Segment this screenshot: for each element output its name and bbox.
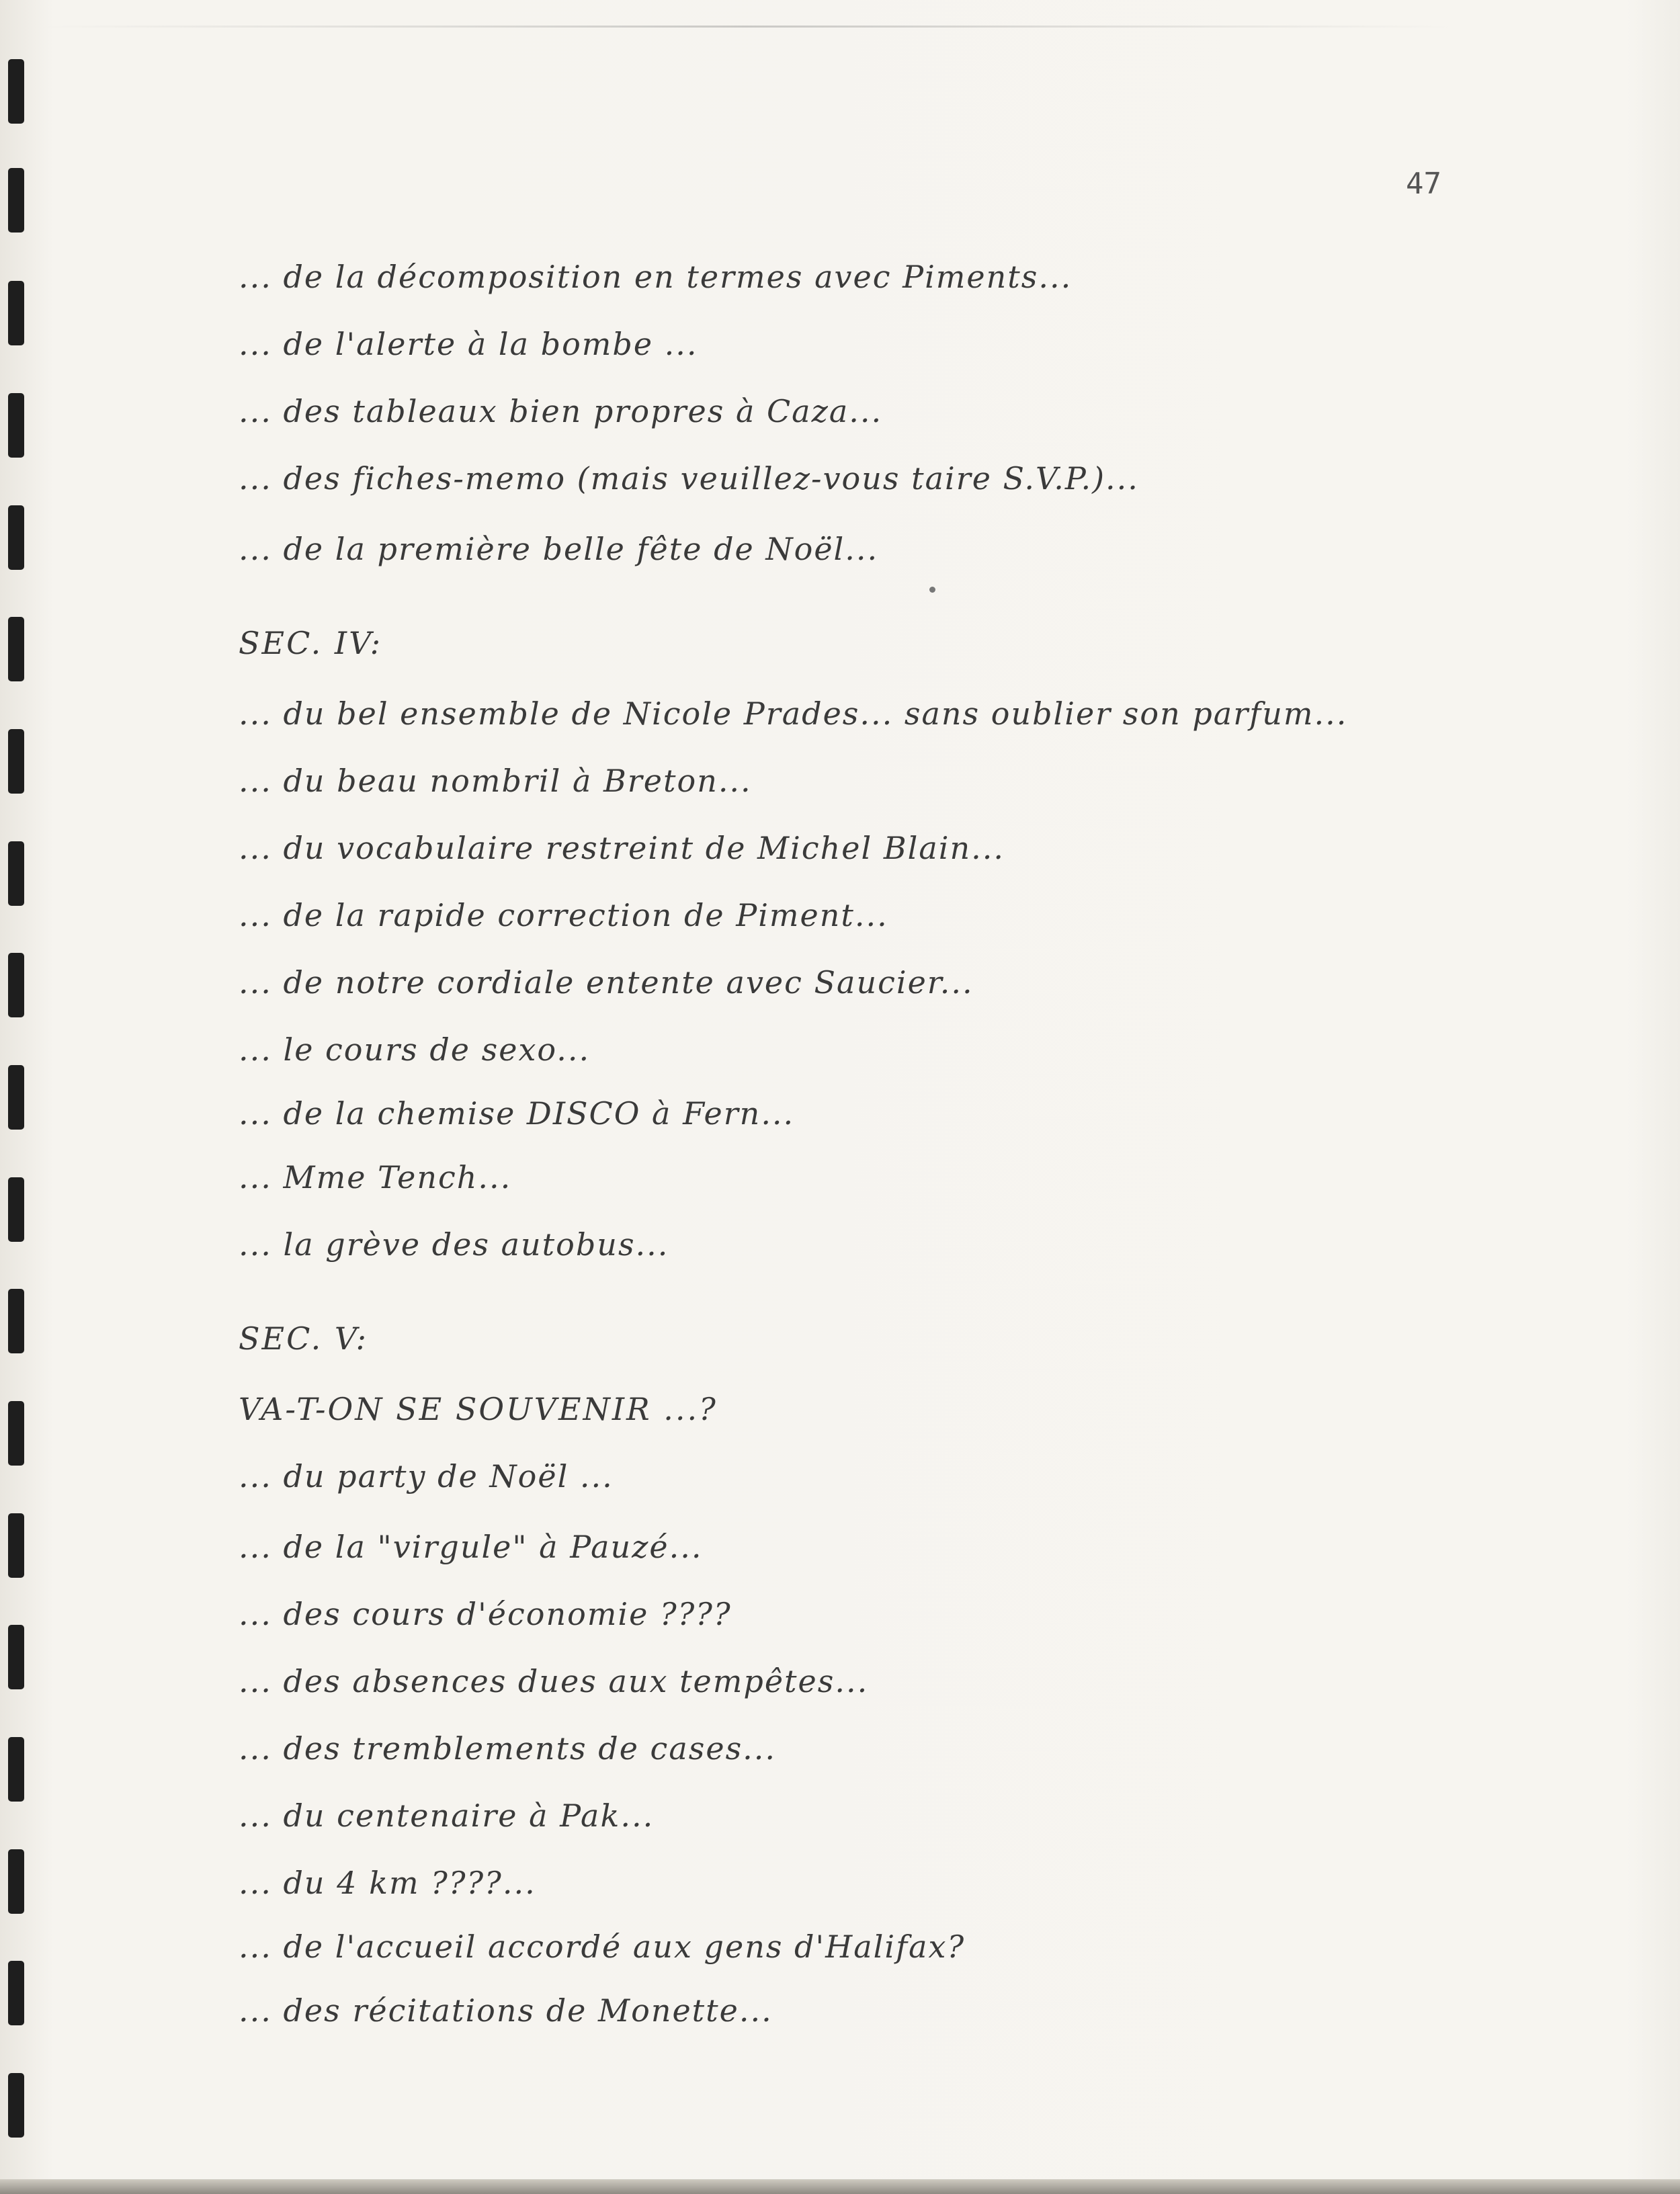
binding-hole [8, 281, 24, 345]
memory-line: ... des récitations de Monette... [239, 1992, 773, 2029]
section-heading-iv: SEC. IV: [239, 625, 383, 661]
binding-hole [8, 1177, 24, 1242]
binding-hole [8, 1961, 24, 2025]
memory-line: ... des tableaux bien propres à Caza... [239, 393, 883, 429]
memory-line: ... du vocabulaire restreint de Michel Blain... [239, 830, 1005, 866]
stray-ink-dot [929, 587, 935, 593]
memory-line: ... de l'accueil accordé aux gens d'Halifax? [239, 1929, 966, 1965]
section-heading-v: SEC. V: [239, 1320, 368, 1357]
binding-hole [8, 841, 24, 906]
memory-line: ... le cours de sexo... [239, 1031, 591, 1068]
memory-line: ... du party de Noël ... [239, 1458, 614, 1494]
page-top-edge [40, 26, 1452, 28]
binding-hole [8, 1849, 24, 1914]
memory-line: ... du beau nombril à Breton... [239, 763, 752, 799]
binding-hole [8, 1513, 24, 1578]
binding-hole [8, 1401, 24, 1466]
memory-line: ... la grève des autobus... [239, 1226, 669, 1263]
memory-line: ... des tremblements de cases... [239, 1730, 777, 1767]
binding-hole [8, 168, 24, 233]
binding-hole [8, 729, 24, 794]
page-bottom-edge [0, 2179, 1680, 2194]
binding-hole [8, 505, 24, 570]
memory-line: ... de la rapide correction de Piment... [239, 897, 888, 933]
binding-hole [8, 1737, 24, 1802]
binding-hole [8, 59, 24, 124]
memory-line: ... des fiches-memo (mais veuillez-vous taire S.V.P.)... [239, 460, 1139, 497]
binding-hole [8, 1289, 24, 1353]
memory-line: ... Mme Tench... [239, 1159, 512, 1195]
section-subheading: VA-T-ON SE SOUVENIR ...? [239, 1391, 718, 1427]
memory-line: ... des absences dues aux tempêtes... [239, 1663, 869, 1699]
memory-line: ... des cours d'économie ???? [239, 1596, 732, 1632]
memory-line: ... de l'alerte à la bombe ... [239, 326, 698, 362]
page-number: 47 [1406, 167, 1441, 201]
binding-hole [8, 1625, 24, 1689]
binding-hole [8, 2073, 24, 2138]
binding-hole [8, 393, 24, 458]
binding-hole [8, 1065, 24, 1130]
memory-line: ... du bel ensemble de Nicole Prades... sans oublier son parfum... [239, 695, 1348, 732]
memory-line: ... du centenaire à Pak... [239, 1798, 655, 1834]
memory-line: ... du 4 km ????... [239, 1865, 536, 1901]
memory-line: ... de la décomposition en termes avec Piments... [239, 259, 1073, 295]
memory-line: ... de la première belle fête de Noël... [239, 531, 879, 567]
binding-holes [4, 0, 31, 2194]
memory-line: ... de la chemise DISCO à Fern... [239, 1095, 795, 1132]
memory-line: ... de notre cordiale entente avec Saucier... [239, 964, 974, 1001]
binding-hole [8, 953, 24, 1017]
binding-hole [8, 617, 24, 681]
memory-line: ... de la "virgule" à Pauzé... [239, 1529, 703, 1565]
